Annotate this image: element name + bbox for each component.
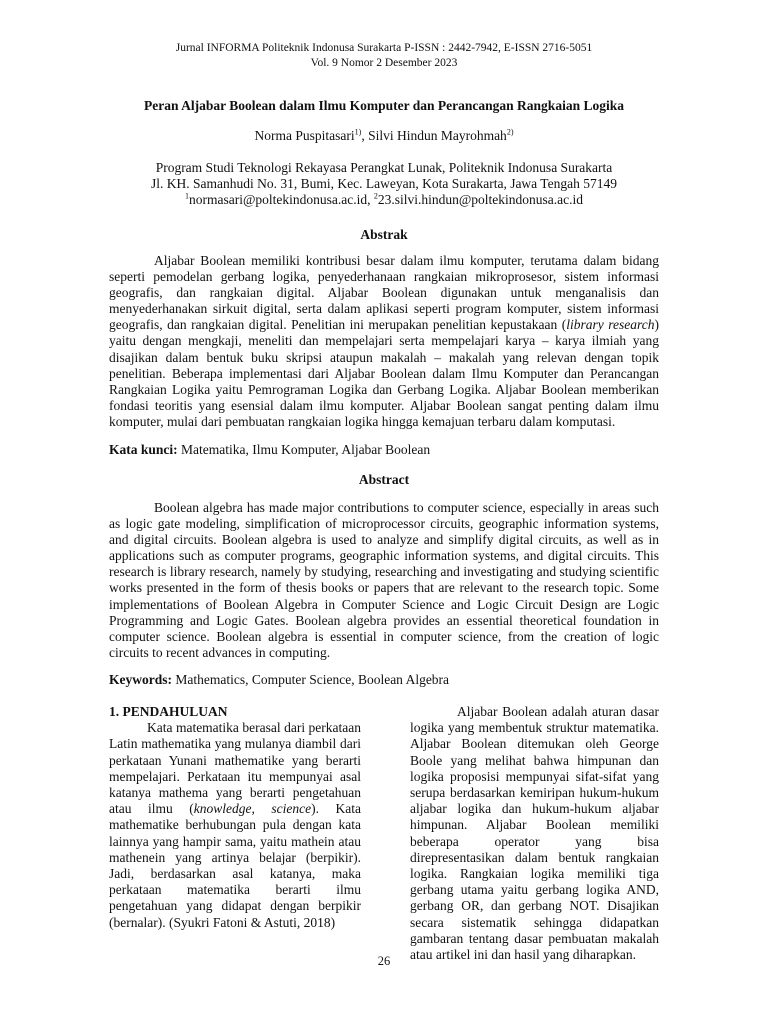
intro-right-column bbox=[410, 704, 659, 963]
kata-kunci-values: Matematika, Ilmu Komputer, Aljabar Boolean bbox=[177, 442, 431, 457]
author-separator: , bbox=[361, 128, 369, 143]
volume-line: Vol. 9 Nomor 2 Desember 2023 bbox=[310, 57, 458, 69]
journal-line: Jurnal INFORMA Politeknik Indonusa Surakarta P-ISSN : 2442-7942, E-ISSN 2716-5051 bbox=[175, 42, 593, 54]
email-1-marker: 1 bbox=[184, 191, 189, 201]
affiliation bbox=[0, 160, 768, 208]
author-2-marker: 2) bbox=[506, 127, 514, 137]
section-title-pendahuluan: 1. PENDAHULUAN bbox=[109, 704, 228, 719]
intro-left-paragraph bbox=[109, 720, 361, 931]
keywords bbox=[109, 672, 669, 688]
abstrak-text-part-1: Aljabar Boolean memiliki kontribusi besar dalam ilmu komputer, terutama dalam bidang seperti pemodelan gerbang logika, penyederhanaan rangkaian mikroprosesor, sistem informasi geografis, dan rangkaian digital. Aljabar Boolean digunakan untuk menganalisis dan menyederhanakan sirkuit digital, serta dalam aplikasi seperti program komputer, sistem informasi geografis, dan rangkaian digital. Penelitian ini merupakan penelitian kepustakaan ( bbox=[109, 253, 659, 333]
keywords-label: Keywords: bbox=[109, 672, 172, 687]
intro-left-part-2: ). Kata mathematike berhubungan pula dengan kata lainnya yang hampir sama, yaitu mathein atau mathenein yang artinya belajar (berpikir). Jadi, berdasarkan asal katanya, maka perkataan matematika berarti ilmu pengetahuan yang didapat dengan berpikir (bernalar). (Syukri Fatoni & Astuti, 2018) bbox=[109, 801, 362, 930]
author-2: Silvi Hindun Mayrohmah bbox=[368, 128, 507, 143]
kata-kunci bbox=[109, 442, 669, 458]
author-1: Norma Puspitasari bbox=[254, 128, 355, 143]
email-2[interactable]: 23.silvi.hindun@poltekindonusa.ac.id bbox=[377, 192, 584, 207]
paper-title: Peran Aljabar Boolean dalam Ilmu Komputer dan Perancangan Rangkaian Logika bbox=[144, 98, 624, 113]
abstract-heading: Abstract bbox=[358, 472, 410, 487]
email-2-marker: 2 bbox=[373, 191, 378, 201]
abstrak-heading: Abstrak bbox=[360, 227, 408, 242]
intro-left-italic: knowledge, science bbox=[193, 801, 312, 817]
abstrak-body bbox=[109, 253, 659, 430]
affiliation-program: Program Studi Teknologi Rekayasa Perangkat Lunak, Politeknik Indonusa Surakarta bbox=[155, 160, 613, 175]
intro-right-paragraph: Aljabar Boolean adalah aturan dasar logika yang membentuk struktur matematika. Aljabar Boolean ditemukan oleh George Boole yang melihat bahwa himpunan dan logika proposisi mempunyai sifat-sifat yang serupa berdasarkan kemiripan hukum-hukum aljabar logika dan hukum-hukum aljabar himpunan. Aljabar Boolean memiliki beberapa operator yang bisa direpresentasikan dalam bentuk rangkaian logika. Rangkaian logika memiliki tiga gerbang utama yaitu gerbang logika AND, gerbang OR, dan gerbang NOT. Disajikan secara sistematik sehingga didapatkan gambaran tentang dasar pembuatan makalah atau artikel ini dan hasil yang diharapkan. bbox=[410, 704, 659, 963]
author-line bbox=[0, 128, 768, 144]
abstrak-text-italic: library research bbox=[566, 317, 655, 333]
author-1-marker: 1) bbox=[354, 127, 362, 137]
kata-kunci-label: Kata kunci: bbox=[109, 442, 178, 457]
page-number: 26 bbox=[377, 954, 391, 968]
email-1[interactable]: normasari@poltekindonusa.ac.id, bbox=[188, 192, 374, 207]
journal-header bbox=[0, 41, 768, 71]
intro-left-column bbox=[109, 704, 361, 931]
intro-left-part-1: Kata matematika berasal dari perkataan Latin mathematika yang mulanya diambil dari perkataan Yunani mathematike yang berarti mempelajari. Perkataan itu mempunyai asal katanya mathema yang berarti pengetahuan atau ilmu ( bbox=[109, 720, 361, 817]
abstract-body: Boolean algebra has made major contributions to computer science, especially in areas such as logic gate modeling, simplification of microprocessor circuits, geographic information systems, and digital circuits. Boolean algebra is used to analyze and simplify digital circuits, as well as in applications such as computer programs, geographic information systems, and digital circuits. This research is library research, namely by studying, researching and investigating and studying scientific works presented in the form of thesis books or papers that are relevant to the research topic. Some implementations of Boolean Algebra in Computer Science and Logic Circuit Design are Logic Programming and Logic Gates. Boolean algebra provides an essential theoretical foundation in computer science. Boolean algebra is essential in computer science, from the creation of logic circuits to recent advances in computing. bbox=[109, 500, 659, 660]
affiliation-address: Jl. KH. Samanhudi No. 31, Bumi, Kec. Laweyan, Kota Surakarta, Jawa Tengah 57149 bbox=[151, 176, 617, 191]
keywords-values: Mathematics, Computer Science, Boolean Algebra bbox=[172, 672, 450, 687]
abstrak-text-part-2: ) yaitu dengan mengkaji, meneliti dan mempelajari serta mempelajari karya – karya ilmiah yang disajikan dalam bentuk buku skripsi ataupun makalah – makalah yang relevan dengan topik penelitian. Beberapa implementasi dari Aljabar Boolean dalam Ilmu Komputer dan Perancangan Rangkaian Logika yaitu Pemrograman Logika dan Gerbang Logika. Aljabar Boolean memberikan fondasi teoritis yang esensial dalam ilmu komputer. Aljabar Boolean sangat penting dalam ilmu komputer, mulai dari pembuatan rangkaian logika hingga kemajuan terbaru dalam komputasi. bbox=[109, 317, 659, 429]
author-emails bbox=[0, 192, 768, 208]
